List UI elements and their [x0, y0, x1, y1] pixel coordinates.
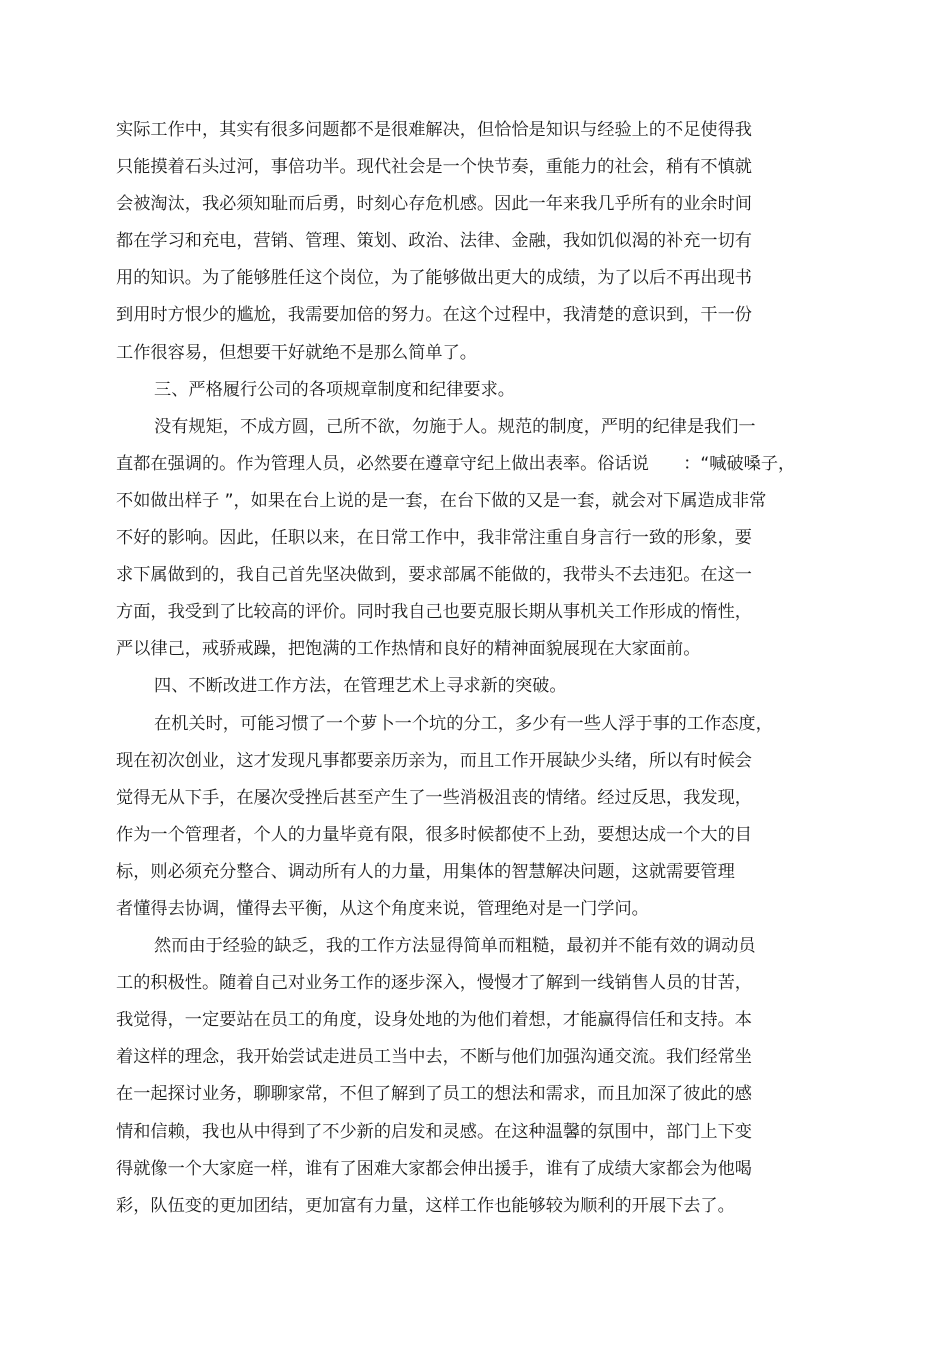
text-line: 严以律己，戒骄戒躁，把饱满的工作热情和良好的精神面貌展现在大家面前。 [116, 639, 701, 660]
text-line: 彩，队伍变的更加团结，更加富有力量，这样工作也能够较为顺利的开展下去了。 [116, 1195, 735, 1216]
section-heading [116, 668, 816, 705]
text-line: 工作很容易，但想要干好就绝不是那么简单了。 [116, 342, 477, 363]
document-body [116, 112, 816, 1225]
paragraph [116, 706, 816, 929]
text-line: 不好的影响。因此，任职以来，在日常工作中，我非常注重自身言行一致的形象，要 [116, 528, 752, 549]
text-line: 求下属做到的，我自己首先坚决做到，要求部属不能做的，我带头不去违犯。在这一 [116, 565, 752, 586]
text-line: 得就像一个大家庭一样，谁有了困难大家都会伸出援手，谁有了成绩大家都会为他喝 [116, 1158, 752, 1179]
text-line: 三、严格履行公司的各项规章制度和纪律要求。 [154, 379, 515, 400]
text-line: 会被淘汰，我必须知耻而后勇，时刻心存危机感。因此一年来我几乎所有的业余时间 [116, 194, 752, 215]
text-line: 直都在强调的。作为管理人员，必然要在遵章守纪上做出表率。俗话说 ：“喊破嗓子， [116, 453, 796, 474]
text-line: 不如做出样子 ”，如果在台上说的是一套，在台下做的又是一套，就会对下属造成非常 [116, 490, 767, 511]
text-line: 都在学习和充电，营销、管理、策划、政治、法律、金融，我如饥似渴的补充一切有 [116, 231, 752, 252]
text-line: 四、不断改进工作方法，在管理艺术上寻求新的突破。 [154, 676, 567, 697]
text-line: 用的知识。为了能够胜任这个岗位，为了能够做出更大的成绩，为了以后不再出现书 [116, 268, 752, 289]
text-line: 着这样的理念，我开始尝试走进员工当中去，不断与他们加强沟通交流。我们经常坐 [116, 1047, 752, 1068]
text-line: 觉得无从下手，在屡次受挫后甚至产生了一些消极沮丧的情绪。经过反思，我发现， [116, 787, 752, 808]
section-heading [116, 372, 816, 409]
text-line: 在一起探讨业务，聊聊家常，不但了解到了员工的想法和需求，而且加深了彼此的感 [116, 1084, 752, 1105]
text-line: 实际工作中，其实有很多问题都不是很难解决，但恰恰是知识与经验上的不足使得我 [116, 120, 752, 140]
text-line: 者懂得去协调，懂得去平衡，从这个角度来说，管理绝对是一门学问。 [116, 898, 649, 919]
text-line: 现在初次创业，这才发现凡事都要亲历亲为，而且工作开展缺少头绪，所以有时候会 [116, 750, 752, 771]
text-line: 情和信赖，我也从中得到了不少新的启发和灵感。在这种温馨的氛围中，部门上下变 [116, 1121, 752, 1142]
text-line: 我觉得，一定要站在员工的角度，设身处地的为他们着想，才能赢得信任和支持。本 [116, 1010, 752, 1031]
text-line: 在机关时，可能习惯了一个萝卜一个坑的分工，多少有一些人浮于事的工作态度， [154, 713, 773, 734]
text-line: 标，则必须充分整合、调动所有人的力量，用集体的智慧解决问题，这就需要管理 [116, 861, 735, 882]
paragraph [116, 112, 816, 372]
paragraph [116, 409, 816, 669]
text-line: 方面，我受到了比较高的评价。同时我自己也要克服长期从事机关工作形成的惰性， [116, 602, 752, 623]
text-line: 只能摸着石头过河，事倍功半。现代社会是一个快节奏，重能力的社会，稍有不慎就 [116, 157, 752, 178]
text-line: 作为一个管理者，个人的力量毕竟有限，很多时候都使不上劲，要想达成一个大的目 [116, 824, 752, 845]
text-line: 没有规矩，不成方圆，己所不欲，勿施于人。规范的制度，严明的纪律是我们一 [154, 416, 756, 437]
text-line: 然而由于经验的缺乏，我的工作方法显得简单而粗糙，最初并不能有效的调动员 [154, 936, 756, 957]
paragraph [116, 928, 816, 1225]
text-line: 工的积极性。随着自己对业务工作的逐步深入，慢慢才了解到一线销售人员的甘苦， [116, 973, 752, 994]
text-line: 到用时方恨少的尴尬，我需要加倍的努力。在这个过程中，我清楚的意识到，干一份 [116, 305, 752, 326]
